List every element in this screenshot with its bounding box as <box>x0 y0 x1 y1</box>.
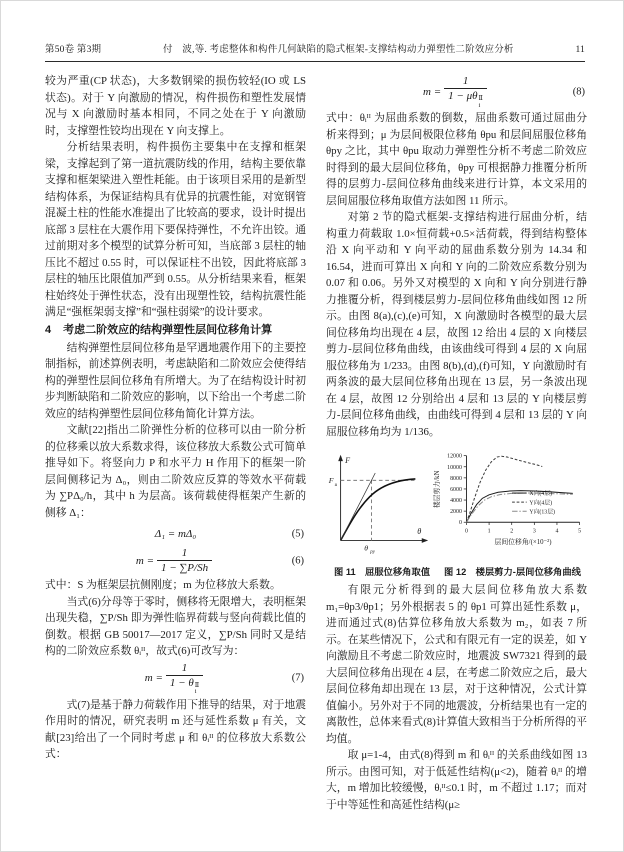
y-tick-label: 6000 <box>450 486 463 493</box>
figure11-caption: 图 11 屈服位移角取值 <box>333 567 431 577</box>
fig11-y-axis-label: F <box>345 455 351 465</box>
paragraph: 式中：S 为框架层抗侧刚度；m 为位移放大系数。 <box>45 579 281 591</box>
section-number: 4 <box>45 323 52 336</box>
section-heading <box>45 322 306 339</box>
theta-py-label: θ <box>364 543 369 553</box>
page-number: 11 <box>575 45 585 55</box>
paragraph: 有限元分析得到的最大层间位移角放大系数 m₁=θp3/θp1；另外根据表 5 的 θp1 可算出延性系数 μ，进而通过式(8)估算位移角放大系数为 m₂，如表 7 所示。在某些情况下，公式和有限元有一定的误差，如 Y 向激励且不考虑二阶效应时，地震波 SW7321 得到的最大层间位移角出现在 4 层，在考虑二阶效应之后，最大层间位移角却出现在 13 层，对于这种情况，公式计算值偏小。另外对于不同的地震波，分析结果也有一定的离散性，总体来看式(8)计算值大致相当于分析所得的平均值。 <box>326 584 587 745</box>
two-column-body <box>45 73 587 813</box>
y-tick-label: 4000 <box>450 498 463 505</box>
x-tick-label: 3 <box>532 528 536 535</box>
series-Y向(13层) <box>467 493 573 522</box>
right-column <box>326 73 587 813</box>
y-axis-title: 楼层剪力/kN <box>434 470 442 509</box>
fraction: 1 1 − μθ Ⅱ i <box>444 75 487 108</box>
y-tick-label: 12000 <box>447 453 463 460</box>
y-tick-label: 8000 <box>450 475 463 482</box>
paragraph: 结构弹塑性层间位移角是罕遇地震作用下的主要控制指标，前述算例表明，考虑缺陷和二阶效应会使得结构的弹塑性层间位移角有所增大。为了在结构设计时初步判断缺陷和二阶效应的影响，以下给出一个考虑二阶效应的结构弹塑性层间位移角简化计算方法。 <box>45 341 306 420</box>
paragraph: 对第 2 节的隐式框架-支撑结构进行屈曲分析，结构重力荷载取 1.0×恒荷载+0.5×活荷载，得到结构整体沿 X 向平动和 Y 向平动的屈曲系数分别为 14.34 和 16.54，进而可算出 X 向和 Y 向的二阶效应系数分别为 0.07 和 0.06。另外又对模型的 X 向和 Y 向分别进行静力推覆分析，得到楼层剪力-层间位移角曲线如图 12 所示。由图 8(a),(c),(e)可知，X 向激励时各模型的最大层间位移角均出现在 4 层，故图 12 给出 4 层的 X 向楼层剪力-层间位移角曲线，由该曲线可得到 4 层的 X 向屈服位移角为 1/233。由图 8(b),(d),(f)可知，Y 向激励时有两条波的最大层间位移角出现在 13 层，另一条波出现在 4 层，故图 12 分别给出 4 层和 13 层的 Y 向楼层剪力-层间位移角曲线，由曲线可得到 4 层和 13 层的 Y 向屈服位移角均为 1/136。 <box>326 211 587 438</box>
theta-py-label-sub: py <box>370 550 375 556</box>
y-tick-label: 10000 <box>447 464 463 471</box>
x-tick-label: 5 <box>578 528 582 535</box>
paragraph: 文献[22]指出二阶弹性分析的位移可以由一阶分析的位移乘以放大系数求得，该位移放大系数公式可简单推导如下。将竖向力 P 和水平力 H 作用下的框架一阶层间侧移记为 Δ₀，则由二阶效应反算的等效水平荷载为 ∑PΔ₀/h，其中 h 为层高。该荷载使得框架产生新的侧移 Δ₁： <box>45 424 306 519</box>
y-tick-label: 2000 <box>450 509 463 516</box>
fu-label: F <box>328 476 334 486</box>
legend-label: Y向(4层) <box>529 500 553 507</box>
equation-6: m = $\frac{1}{1 - \sum P/Sh}$ (6) <box>135 547 304 574</box>
capacity-curve <box>341 479 416 541</box>
paragraph: 较为严重(CP 状态)，大多数钢梁的损伤较轻(IO 或 LS 状态)。对于 Y 向激励的情况，构件损伤和塑性发展情况与 X 向激励时基本相同，不同之处在于 Y 向激励时，支撑塑性铰均出现在 Y 向支撑上。 <box>45 75 306 137</box>
fraction: $\frac{1}{1 - \sum P/Sh}$ <box>157 547 212 575</box>
page-header <box>45 41 585 62</box>
axis-arrow-up <box>338 455 343 461</box>
legend-label: Y向(13层) <box>529 509 556 516</box>
paragraph: 分析结果表明，构件损伤主要集中在支撑和框架梁，支撑起到了第一道抗震防线的作用，结构主要依靠支撑和框架梁进入塑性耗能。由于该项目采用的是新型结构体系，为保证结构具有优异的抗震性能，对宽钢管混凝土柱的性能水准提出了比较高的要求，设计时提出底部 3 层柱在大震作用下要保持弹性，不允许出铰。通过前期对多个模型的试算分析可知，当底部 3 层柱的轴压比不超过 0.55 时，可以保证柱不出铰，因此将底部 3 层柱的轴压比限值加严到 0.55。从分析结果来看，框架柱始终处于弹性状态，没有出现塑性铰，结构抗震性能满足“强框架弱支撑”和“强柱弱梁”的设计要求。 <box>45 141 306 318</box>
equation-number: (8) <box>572 86 585 97</box>
y-tick-label: 0 <box>459 520 463 527</box>
x-tick-label: 2 <box>510 528 514 535</box>
equation-number: (7) <box>291 672 304 684</box>
paragraph: 式中：θᵢᴵᴵ 为屈曲系数的倒数，屈曲系数可通过屈曲分析来得到；μ 为层间极限位移角 θpu 和层间屈服位移角 θpy 之比，其中 θpu 取动力弹塑性分析不考虑二阶效应时得到的最大层间位移角，θpy 可根据静力推覆分析所得的层剪力-层间位移角曲线来进行计算，本文采用的层间屈服位移角取值方法如图 11 所示。 <box>326 112 587 207</box>
x-tick-label: 0 <box>465 528 469 535</box>
axis-arrow-right <box>422 538 428 543</box>
figure12-caption: 图 12 楼层剪力-层间位移角曲线 <box>444 567 581 577</box>
paragraph: 式(7)是基于静力荷载作用下推导的结果，对于地震作用时的情况，研究表明 m 还与延性系数 μ 有关，文献[23]给出了一个同时考虑 μ 和 θᵢᴵᴵ 的位移放大系数公式： <box>45 698 306 760</box>
series-X向(4层) <box>467 491 573 523</box>
x-tick-label: 1 <box>487 528 491 535</box>
equation-5: Δ₁ = mΔ₀ (5) <box>154 528 304 540</box>
left-column <box>45 73 306 813</box>
story-shear-drift-chart <box>430 444 587 564</box>
fraction: 1 1 − θ Ⅱ i <box>166 662 203 695</box>
equation-7: m = 1 1 − θ Ⅱ i (7) <box>144 661 304 695</box>
fig11-x-axis-label: θ <box>417 527 422 537</box>
equation-number: (5) <box>291 528 304 540</box>
equation-number: (6) <box>291 555 304 567</box>
legend-label: X向(4层) <box>529 491 553 498</box>
section-title: 考虑二阶效应的结构弹塑性层间位移角计算 <box>63 323 273 336</box>
equation-8: m = 1 1 − μθ Ⅱ i (8) <box>423 75 585 109</box>
initial-stiffness-line <box>341 473 376 540</box>
header-title: 付 波,等. 考虑整体和构件几何缺陷的隐式框架-支撑结构动力弹塑性二阶效应分析 <box>163 45 514 55</box>
paragraph: 取 μ=1-4，由式(8)得到 m 和 θᵢᴵᴵ 的关系曲线如图 13 所示。由图可知，对于低延性结构(μ<2)，随着 θᵢᴵᴵ 的增大，m 增加比较缓慢，θᵢᴵᴵ≤0.1 时，m 不超过 1.17；而对于中等延性和高延性结构(μ≥ <box>326 749 587 811</box>
x-axis-title: 层间位移角/(×10⁻²) <box>494 539 552 547</box>
yield-drift-schematic-chart <box>326 444 428 564</box>
x-tick-label: 4 <box>555 528 559 535</box>
figure-block <box>326 444 587 579</box>
fu-label-sub: u <box>334 482 338 488</box>
header-issue: 第50卷 第3期 <box>45 45 102 55</box>
paragraph: 当式(6)分母等于零时，侧移将无限增大，表明框架出现失稳，∑P/Sh 即为弹性临界荷载与竖向荷载比值的倒数。根据 GB 50017—2017 定义，∑P/Sh 同时又是结构的二阶效应系数 θᵢᴵᴵ，故式(6)可改写为： <box>45 595 306 657</box>
